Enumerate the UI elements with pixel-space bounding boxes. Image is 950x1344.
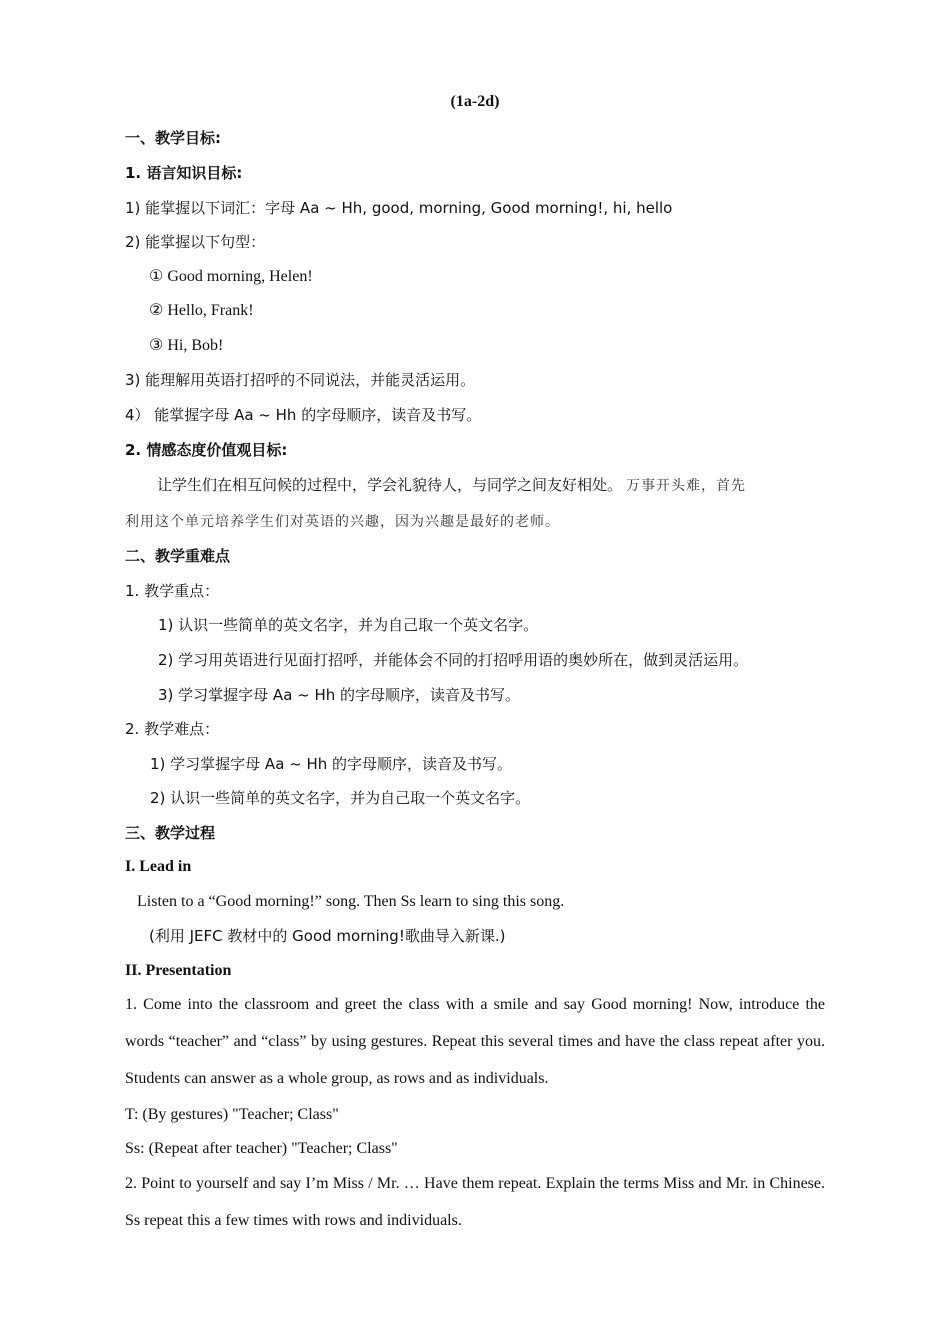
sentence-pattern-1: ① Good morning, Helen! — [149, 268, 313, 285]
difficult-points-heading: 2. 教学难点： — [125, 720, 220, 738]
lead-in-note: (利用 JEFC 教材中的 Good morning!歌曲导入新课.) — [149, 927, 506, 945]
sentence-pattern-2: ② Hello, Frank! — [149, 302, 254, 319]
key-point-2: 2) 学习用英语进行见面打招呼，并能体会不同的打招呼用语的奥妙所在，做到灵活运用。 — [158, 651, 749, 669]
sentence-pattern-3: ③ Hi, Bob! — [149, 337, 224, 354]
objective-item-4: 4） 能掌握字母 Aa ~ Hh 的字母顺序，读音及书写。 — [125, 406, 482, 424]
section-heading-process: 三、教学过程 — [125, 824, 216, 842]
difficult-point-2: 2) 认识一些简单的英文名字，并为自己取一个英文名字。 — [150, 789, 531, 807]
section-heading-key-points: 二、教学重难点 — [125, 547, 231, 565]
key-point-1: 1) 认识一些简单的英文名字，并为自己取一个英文名字。 — [158, 616, 539, 634]
emotion-text-b: 万事开头难，首先 — [626, 478, 747, 494]
key-point-3: 3) 学习掌握字母 Aa ~ Hh 的字母顺序，读音及书写。 — [158, 686, 521, 704]
presentation-step-1: 1. Come into the classroom and greet the class with a smile and say Good morning! Now, introduce the words “teacher” and “class” by using gestures. Repeat this several times and have the class repeat after you. Students can answer as a whole group, as rows and as individuals. — [125, 996, 825, 1087]
objective-item-2: 2) 能掌握以下句型： — [125, 233, 266, 251]
students-line: Ss: (Repeat after teacher) "Teacher; Class" — [125, 1140, 398, 1157]
section-heading-objectives: 一、教学目标: — [125, 129, 221, 147]
presentation-step-2: 2. Point to yourself and say I’m Miss / Mr. … Have them repeat. Explain the terms Miss and Mr. in Chinese. Ss repeat this a few times with rows and individuals. — [125, 1175, 825, 1229]
objective-item-3: 3) 能理解用英语打招呼的不同说法，并能灵活运用。 — [125, 371, 476, 389]
objective-item-1: 1) 能掌握以下词汇：字母 Aa ~ Hh, good, morning, Good morning!, hi, hello — [125, 199, 673, 217]
teacher-line: T: (By gestures) "Teacher; Class" — [125, 1106, 339, 1123]
lead-in-heading: I. Lead in — [125, 858, 192, 875]
emotion-objective-heading: 2. 情感态度价值观目标: — [125, 441, 288, 459]
difficult-point-1: 1) 学习掌握字母 Aa ~ Hh 的字母顺序，读音及书写。 — [150, 755, 513, 773]
emotion-text-a: 让学生们在相互问候的过程中，学会礼貌待人，与同学之间友好相处。 — [157, 476, 623, 494]
language-knowledge-heading: 1. 语言知识目标: — [125, 164, 243, 182]
key-points-heading: 1. 教学重点： — [125, 582, 220, 600]
lesson-title: (1a-2d) — [450, 93, 500, 110]
presentation-heading: II. Presentation — [125, 962, 232, 979]
lead-in-text: Listen to a “Good morning!” song. Then Ss learn to sing this song. — [137, 893, 565, 910]
emotion-objective-line-1 — [157, 475, 746, 496]
emotion-objective-line-2: 利用这个单元培养学生们对英语的兴趣，因为兴趣是最好的老师。 — [125, 514, 560, 530]
